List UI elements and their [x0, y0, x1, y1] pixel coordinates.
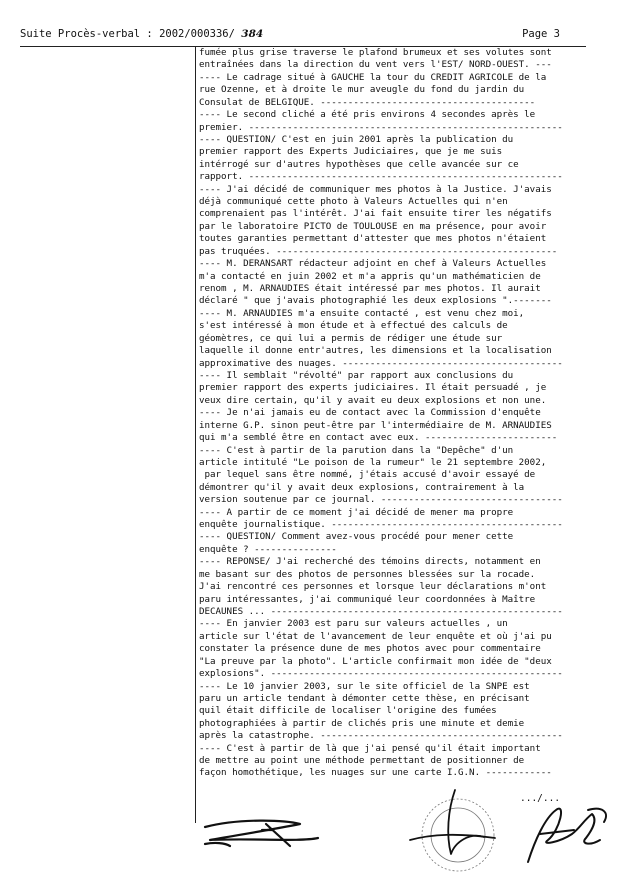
page-number: Page 3: [522, 28, 560, 40]
text-line: par le laboratoire PICTO de TOULOUSE en ma présence, pour avoir: [199, 220, 547, 232]
text-line: ---- Le 10 janvier 2003, sur le site officiel de la SNPE est: [199, 680, 530, 692]
text-line: ---- C'est à partir de la parution dans la "Depêche" d'un: [199, 444, 514, 456]
text-line: ---- REPONSE/ J'ai recherché des témoins directs, notamment en: [199, 556, 541, 568]
text-line: interne G.P. sinon peut-être par l'intermédiaire de M. ARNAUDIES: [199, 419, 552, 431]
text-line: ---- Le second cliché a été pris environs 4 secondes après le: [199, 109, 536, 121]
text-line: ---- M. ARNAUDIES m'a ensuite contacté , est venu chez moi,: [199, 307, 525, 319]
margin-rule: [195, 46, 196, 823]
text-line: paru un article tendant à démonter cette thèse, en précisant: [199, 692, 530, 704]
text-line: laquelle il donne entr'autres, les dimensions et la localisation: [199, 345, 552, 357]
text-line: ---- QUESTION/ Comment avez-vous procédé pour mener cette: [199, 531, 514, 543]
text-line: ---- QUESTION/ C'est en juin 2001 après la publication du: [199, 133, 514, 145]
text-line: veux dire certain, qu'il y avait eu deux explosions et non une.: [199, 394, 547, 406]
text-line: enquête ? ---------------: [199, 543, 337, 555]
text-line: déclaré " que j'avais photographié les deux explosions ".-------: [199, 295, 552, 307]
text-line: géomètres, ce qui lui a permis de rédiger une étude sur: [199, 332, 503, 344]
text-line: entraînées dans la direction du vent vers l'EST/ NORD-OUEST. ---: [199, 59, 552, 71]
text-line: ---- A partir de ce moment j'ai décidé de mener ma propre: [199, 506, 514, 518]
handwritten-reference: 384: [241, 28, 264, 40]
continuation-mark: .../...: [520, 793, 561, 804]
text-line: paru intéressantes, j'ai communiqué leur coordonnées à Maître: [199, 593, 536, 605]
signature-right: [528, 809, 606, 862]
text-line: fumée plus grise traverse le plafond brumeux et ses volutes sont: [199, 47, 552, 58]
text-line: de mettre au point une méthode permettant de positionner de: [199, 755, 525, 767]
text-line: me basant sur des photos de personnes blessées sur la rocade.: [199, 568, 536, 580]
text-line: Consulat de BELGIQUE. ---------------------------------------: [199, 96, 536, 108]
text-line: comprenaient pas l'intérêt. J'ai fait ensuite tirer les négatifs: [199, 208, 552, 220]
text-line: premier. ---------------------------------------------------------: [199, 121, 563, 133]
text-line: qui m'a semblé être en contact avec eux. ------------------------: [199, 432, 558, 444]
text-line: par lequel sans être nommé, j'étais accusé d'avoir essayé de: [199, 469, 536, 481]
text-line: ---- Je n'ai jamais eu de contact avec la Commission d'enquête: [199, 407, 541, 419]
text-line: constater la présence dune de mes photos avec pour commentaire: [199, 643, 541, 655]
text-line: approximative des nuages. ----------------------------------------: [199, 357, 563, 369]
text-line: intérrogé sur d'autres hypothèses que celle avancée sur ce: [199, 158, 519, 170]
deposition-text: [199, 47, 609, 780]
text-line: ---- J'ai décidé de communiquer mes photos à la Justice. J'avais: [199, 183, 552, 195]
text-line: m'a contacté en juin 2002 et m'a appris qu'un mathématicien de: [199, 270, 541, 282]
text-line: premier rapport des experts judiciaires. Il était persuadé , je: [199, 382, 547, 394]
text-line: premier rapport des Experts Judiciaires, que je me suis: [199, 146, 503, 158]
text-line: après la catastrophe. --------------------------------------------: [199, 730, 563, 742]
text-line: toutes garanties permettant d'attester que mes photos n'étaient: [199, 233, 547, 245]
procès-verbal-reference: Suite Procès-verbal : 2002/000336/ 384: [20, 28, 264, 40]
text-line: renom , M. ARNAUDIES était intéressé par mes photos. Il aurait: [199, 283, 541, 295]
text-line: article intitulé "Le poison de la rumeur" le 21 septembre 2002,: [199, 456, 547, 468]
text-line: rue Ozenne, et à droite le mur aveugle du fond du jardin du: [199, 84, 525, 96]
text-line: "La preuve par la photo". L'article confirmait mon idée de "deux: [199, 655, 552, 667]
text-line: déjà communiqué cette photo à Valeurs Actuelles qui n'en: [199, 196, 508, 208]
text-line: enquête journalistique. ------------------------------------------: [199, 519, 563, 531]
text-line: pas truquées. ---------------------------------------------------: [199, 245, 558, 257]
text-line: explosions". -----------------------------------------------------: [199, 668, 563, 680]
text-line: photographiées à partir de clichés pris une minute et demie: [199, 717, 525, 729]
text-line: façon homothétique, les nuages sur une carte I.G.N. ------------: [199, 767, 552, 779]
text-line: DECAUNES ... -----------------------------------------------------: [199, 605, 563, 617]
text-line: s'est intéressé à mon étude et à effectué des calculs de: [199, 320, 508, 332]
text-line: J'ai rencontré ces personnes et lorsque leur déclarations m'ont: [199, 581, 547, 593]
text-line: ---- Il semblait "révolté" par rapport aux conclusions du: [199, 369, 514, 381]
text-line: démontrer qu'il y avait deux explosions, contrairement à la: [199, 481, 525, 493]
text-line: article sur l'état de l'avancement de leur enquête et où j'ai pu: [199, 630, 552, 642]
text-line: quil était difficile de localiser l'origine des fumées: [199, 705, 497, 717]
text-line: rapport. ---------------------------------------------------------: [199, 171, 563, 183]
text-line: ---- En janvier 2003 est paru sur valeurs actuelles , un: [199, 618, 508, 630]
text-line: version soutenue par ce journal. ---------------------------------: [199, 494, 563, 506]
signatures: [0, 780, 620, 877]
text-line: ---- M. DERANSART rédacteur adjoint en chef à Valeurs Actuelles: [199, 258, 547, 270]
signature-left: [205, 821, 318, 846]
text-line: ---- C'est à partir de là que j'ai pensé qu'il était important: [199, 742, 541, 754]
page-header: [20, 27, 560, 41]
text-line: ---- Le cadrage situé à GAUCHE la tour du CREDIT AGRICOLE de la: [199, 71, 547, 83]
signature-middle: [410, 790, 495, 854]
